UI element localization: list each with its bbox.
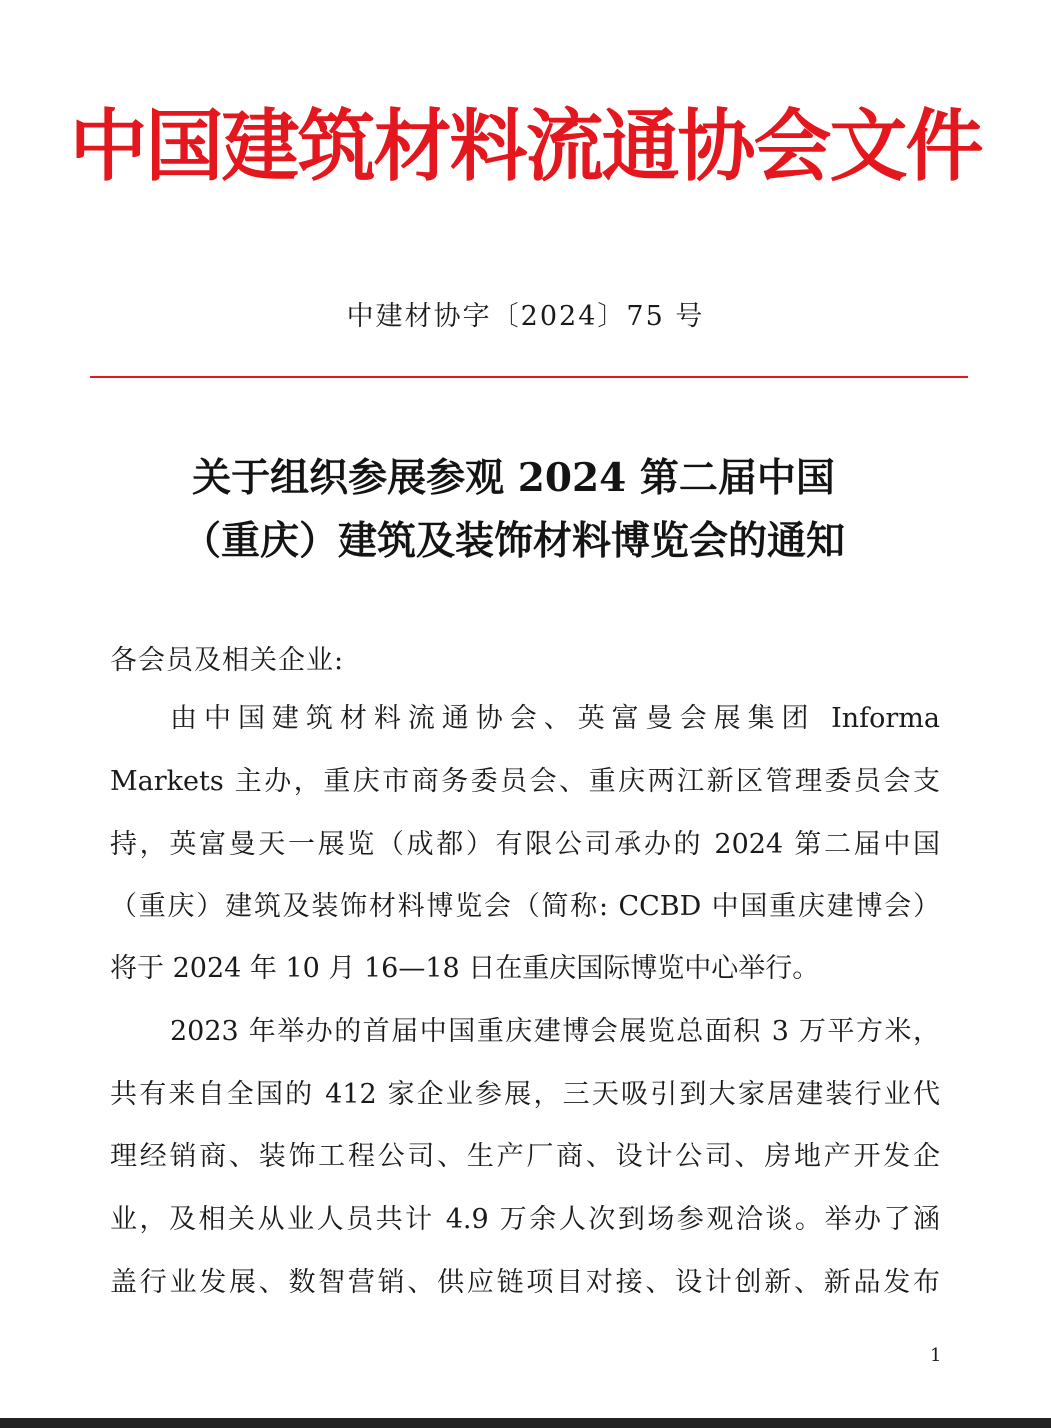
notice-title-line-2: （重庆）建筑及装饰材料博览会的通知 xyxy=(181,518,845,564)
body-line-1: 由中国建筑材料流通协会、英富曼会展集团 Informa xyxy=(170,703,940,734)
body-line-4: （重庆）建筑及装饰材料博览会（简称: CCBD 中国重庆建博会） xyxy=(110,891,940,922)
body-line-2: Markets 主办，重庆市商务委员会、重庆两江新区管理委员会支 xyxy=(110,766,940,797)
page-number: 1 xyxy=(930,1345,942,1366)
notice-title-line-1: 关于组织参展参观 2024 第二届中国 xyxy=(192,455,835,501)
body-line-5: 将于 2024 年 10 月 16—18 日在重庆国际博览中心举行。 xyxy=(110,953,820,984)
body-line-6: 2023 年举办的首届中国重庆建博会展览总面积 3 万平方米， xyxy=(170,1016,940,1047)
document-number: 中建材协字〔2024〕75 号 xyxy=(346,301,705,332)
scan-bottom-edge xyxy=(0,1418,1051,1428)
body-line-9: 业，及相关从业人员共计 4.9 万余人次到场参观洽谈。举办了涵 xyxy=(110,1204,940,1235)
red-divider-line xyxy=(90,376,968,378)
masthead-title: 中国建筑材料流通协会文件 xyxy=(69,101,982,192)
salutation: 各会员及相关企业: xyxy=(110,645,345,676)
body-line-7: 共有来自全国的 412 家企业参展，三天吸引到大家居建装行业代 xyxy=(110,1079,940,1110)
body-line-3: 持，英富曼天一展览（成都）有限公司承办的 2024 第二届中国 xyxy=(110,829,940,860)
body-line-8: 理经销商、装饰工程公司、生产厂商、设计公司、房地产开发企 xyxy=(110,1141,940,1172)
body-line-10: 盖行业发展、数智营销、供应链项目对接、设计创新、新品发布 xyxy=(110,1267,940,1298)
